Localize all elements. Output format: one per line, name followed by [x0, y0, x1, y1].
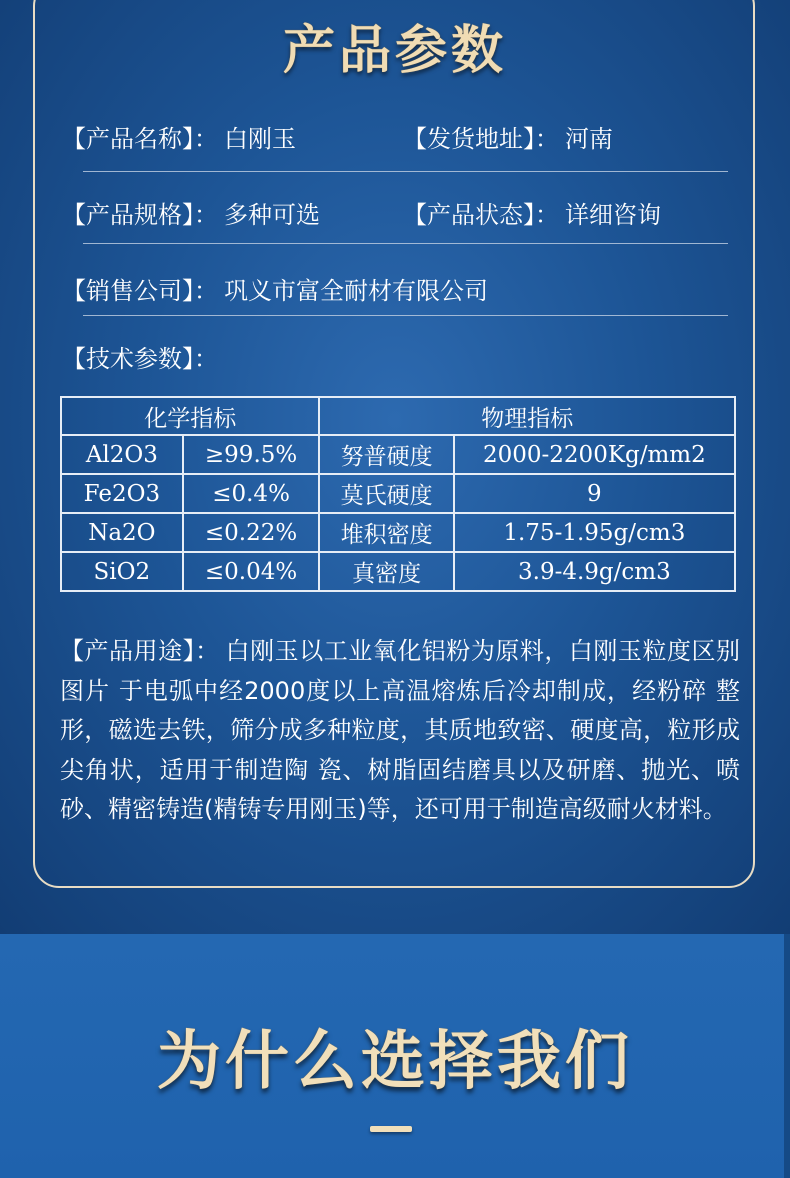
why-choose-us-title: 为什么选择我们 [157, 1024, 633, 1099]
table-cell: 9 [454, 474, 735, 513]
tech-params-label: 【技术参数】： [62, 345, 218, 373]
table-cell: SiO2 [61, 552, 183, 591]
divider [83, 171, 728, 172]
product-usage-label: 【产品用途】： [60, 637, 220, 665]
product-state-row [403, 200, 661, 230]
table-cell: 努普硬度 [319, 435, 453, 474]
table-cell: ≥99.5% [183, 435, 320, 474]
product-usage-paragraph [60, 632, 740, 830]
title-underline-dash [370, 1126, 412, 1132]
product-spec-value: 多种可选 [224, 201, 320, 229]
table-cell: ≤0.22% [183, 513, 320, 552]
table-cell: 2000-2200Kg/mm2 [454, 435, 735, 474]
table-cell: Fe2O3 [61, 474, 183, 513]
table-header-row [61, 397, 735, 435]
table-cell: 3.9-4.9g/cm3 [454, 552, 735, 591]
product-state-value: 详细咨询 [565, 201, 661, 229]
product-spec-row [62, 200, 320, 230]
product-spec-label: 【产品规格】： [62, 201, 218, 229]
table-row [61, 552, 735, 591]
product-name-label: 【产品名称】： [62, 125, 218, 153]
header-chemical: 化学指标 [61, 397, 319, 435]
table-row [61, 474, 735, 513]
table-row [61, 513, 735, 552]
table-cell: 莫氏硬度 [319, 474, 453, 513]
section-title: 产品参数 [282, 20, 507, 81]
ship-address-row [403, 124, 613, 154]
table-cell: Na2O [61, 513, 183, 552]
sales-company-value: 巩义市富全耐材有限公司 [224, 277, 488, 305]
table-cell: 堆积密度 [319, 513, 453, 552]
table-row [61, 435, 735, 474]
product-state-label: 【产品状态】： [403, 201, 559, 229]
product-usage-text: 白刚玉以工业氧化铝粉为原料，白刚玉粒度区别图片 于电弧中经2000度以上高温熔炼后冷却制成，经粉碎 整形，磁选去铁，筛分成多种粒度，其质地致密、硬度高，粒形成尖角状，适用于制造陶 瓷、树脂固结磨具以及研磨、抛光、喷砂、精密铸造(精铸专用刚玉)等，还可用于制造高级耐火材料。 [60, 637, 741, 823]
header-physical: 物理指标 [319, 397, 735, 435]
tech-params-table [60, 396, 736, 592]
table-cell: Al2O3 [61, 435, 183, 474]
sales-company-label: 【销售公司】： [62, 277, 218, 305]
sales-company-row [62, 276, 488, 306]
divider [83, 315, 728, 316]
table-cell: ≤0.04% [183, 552, 320, 591]
table-cell: 1.75-1.95g/cm3 [454, 513, 735, 552]
divider [83, 243, 728, 244]
table-cell: 真密度 [319, 552, 453, 591]
ship-address-label: 【发货地址】： [403, 125, 559, 153]
table-cell: ≤0.4% [183, 474, 320, 513]
product-name-value: 白刚玉 [224, 125, 296, 153]
product-name-row [62, 124, 296, 154]
ship-address-value: 河南 [565, 125, 613, 153]
